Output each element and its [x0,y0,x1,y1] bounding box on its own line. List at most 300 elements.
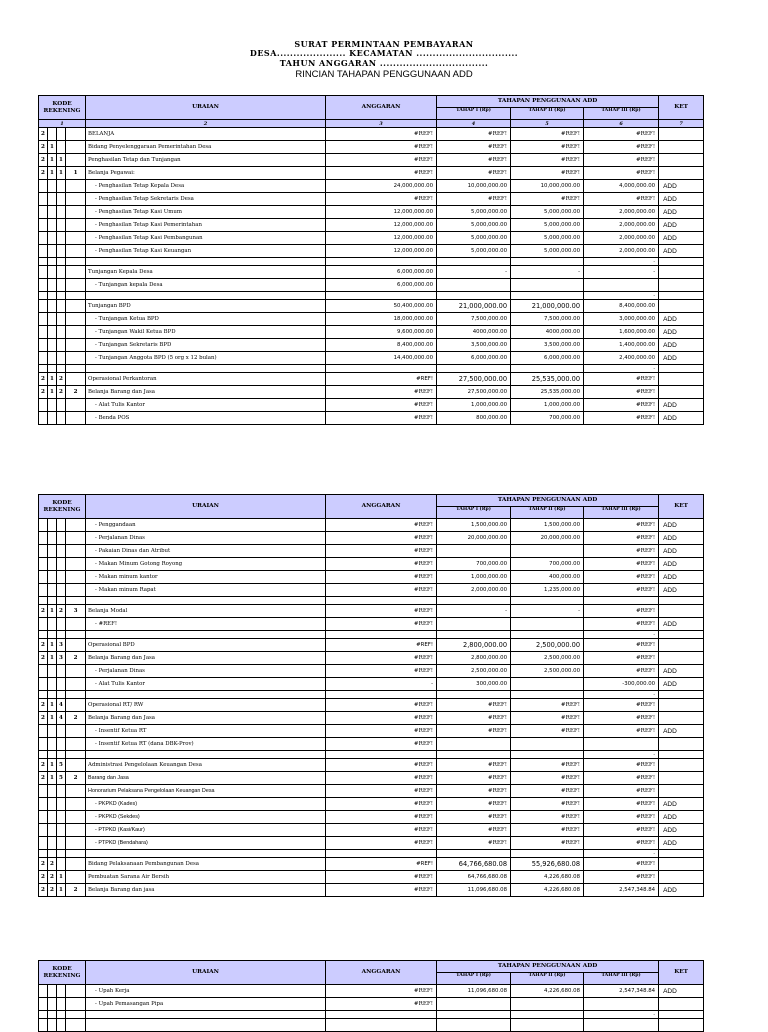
tahap-1-cell: 2,800,000.00 [437,652,511,665]
uraian-cell: - Tunjangan Ketua BPD [86,313,326,326]
uraian-cell: - Upah Pemasangan Pipa [86,998,326,1011]
kode-rekening-header: KODE REKENING [39,495,86,519]
tahap-1-cell: #REF! [437,837,511,850]
table-row [39,313,704,326]
kode-cell [66,871,86,884]
tahap-2-cell: 4,226,680.08 [511,884,584,897]
kode-cell: 1 [48,167,57,180]
tahap-3-cell: #REF! [584,759,659,772]
kode-cell [48,180,57,193]
kode-cell: 3 [57,639,66,652]
kode-cell [39,412,48,425]
kode-cell [39,266,48,279]
kode-cell: 2 [39,712,48,725]
uraian-cell: - Alat Tulis Kantor [86,399,326,412]
tahap-2-cell: #REF! [511,798,584,811]
kode-cell [66,639,86,652]
ket-cell [659,871,704,884]
anggaran-cell: 8,400,000.00 [326,339,437,352]
kode-cell [48,412,57,425]
table-row [39,725,704,738]
tahap-2-cell [511,998,584,1011]
ket-cell [659,712,704,725]
uraian-header: URAIAN [86,961,326,985]
anggaran-cell: #REF! [326,837,437,850]
spacer-row [39,597,704,605]
tahap-3-cell: 2,000,000.00 [584,219,659,232]
kode-cell: 2 [39,605,48,618]
ket-cell [659,858,704,871]
kode-cell [57,245,66,258]
uraian-cell: Barang dan Jasa [86,772,326,785]
ket-cell: ADD [659,824,704,837]
kode-cell [66,313,86,326]
kode-cell: 1 [57,154,66,167]
tahap-1-cell [437,1019,511,1032]
spacer-row [39,691,704,699]
kode-cell [66,154,86,167]
anggaran-cell: #REF! [326,785,437,798]
kode-cell [57,339,66,352]
tahap-1-cell: 27,500,000.00 [437,386,511,399]
uraian-cell: Belanja Barang dan Jasa [86,652,326,665]
kode-cell [66,373,86,386]
spacer-row [39,365,704,373]
document-subtitle: RINCIAN TAHAPAN PENGGUNAAN ADD [295,69,473,80]
column-number: 1 [39,120,86,128]
kode-cell [39,584,48,597]
kode-cell [39,558,48,571]
uraian-cell: - Penghasilan Tetap Kasi Pemerintahan [86,219,326,232]
anggaran-cell: #REF! [326,985,437,998]
tahap-1-cell: 1,000,000.00 [437,571,511,584]
tahap-1-cell: #REF! [437,141,511,154]
kode-cell [57,798,66,811]
kode-cell [48,519,57,532]
anggaran-cell: #REF! [326,618,437,631]
column-number: 7 [659,120,704,128]
table-header-row [39,495,704,507]
kode-cell [57,232,66,245]
kode-cell [66,519,86,532]
kode-cell [66,824,86,837]
kode-cell: 1 [57,884,66,897]
anggaran-cell: #REF! [326,605,437,618]
table-row [39,339,704,352]
tahap-2-cell: 20,000,000.00 [511,532,584,545]
table-row [39,639,704,652]
tahap-2-cell: 700,000.00 [511,412,584,425]
kode-cell [57,824,66,837]
kode-cell: 2 [48,871,57,884]
ket-cell [659,167,704,180]
tahapan-header: TAHAPAN PENGGUNAAN ADD [437,495,659,507]
ket-cell: ADD [659,678,704,691]
tahap-2-cell: 6,000,000.00 [511,352,584,365]
uraian-cell: - #REF! [86,618,326,631]
kode-cell [66,678,86,691]
tahap-2-cell: 4,226,680.08 [511,985,584,998]
tahap-2-cell: #REF! [511,193,584,206]
anggaran-header: ANGGARAN [326,961,437,985]
ket-cell: ADD [659,219,704,232]
uraian-cell: Belanja Pegawai: [86,167,326,180]
anggaran-cell: #REF! [326,128,437,141]
ket-cell: ADD [659,571,704,584]
kode-cell [66,699,86,712]
tahap-2-cell: #REF! [511,699,584,712]
budget-table [38,494,704,897]
tahap-1-cell: #REF! [437,154,511,167]
anggaran-cell: #REF! [326,811,437,824]
kode-cell [57,399,66,412]
uraian-cell: - Tunjangan kepala Desa [86,279,326,292]
ket-cell: ADD [659,558,704,571]
tahap-2-cell: #REF! [511,167,584,180]
table-row [39,605,704,618]
table-row [39,772,704,785]
kode-cell: 1 [48,759,57,772]
table-row [39,193,704,206]
ket-cell [659,699,704,712]
table-row [39,141,704,154]
kode-cell [57,180,66,193]
kode-cell [39,985,48,998]
uraian-header: URAIAN [86,96,326,120]
kode-cell [66,738,86,751]
tahap-1-cell: 20,000,000.00 [437,532,511,545]
tahap-3-cell: #REF! [584,858,659,871]
ket-cell: ADD [659,798,704,811]
kode-cell [39,532,48,545]
tahap-3-cell: #REF! [584,399,659,412]
kode-cell [39,279,48,292]
kode-cell [66,798,86,811]
anggaran-cell: #REF! [326,824,437,837]
tahap-1-cell: #REF! [437,699,511,712]
kode-cell [57,618,66,631]
spacer-row [39,631,704,639]
kode-cell: 2 [57,373,66,386]
uraian-cell: Pembuatan Sarana Air Bersih [86,871,326,884]
tahapan-header: TAHAPAN PENGGUNAAN ADD [437,961,659,973]
kode-cell [39,519,48,532]
table-row [39,798,704,811]
table-row [39,266,704,279]
kode-cell [57,545,66,558]
kode-cell [48,665,57,678]
anggaran-cell: #REF! [326,665,437,678]
uraian-cell: BELANJA [86,128,326,141]
table-row [39,558,704,571]
anggaran-cell: #REF! [326,871,437,884]
uraian-cell: Penghasilan Tetap dan Tunjangan [86,154,326,167]
anggaran-cell: 24,000,000.00 [326,180,437,193]
tahap-2-cell: 5,000,000.00 [511,245,584,258]
kode-cell: 2 [39,128,48,141]
kode-cell [66,300,86,313]
tahap-1-cell: 2,800,000.00 [437,639,511,652]
kode-cell [57,725,66,738]
table-row [39,352,704,365]
tahap-2-cell: 2,500,000.00 [511,639,584,652]
kode-cell [48,245,57,258]
ket-cell [659,373,704,386]
kode-cell [39,837,48,850]
table-row [39,386,704,399]
kode-cell: 2 [66,884,86,897]
ket-cell: ADD [659,412,704,425]
tahap-2-cell: 1,000,000.00 [511,399,584,412]
table-row [39,154,704,167]
anggaran-cell: #REF! [326,167,437,180]
tahap-2-cell: 4,226,680.08 [511,871,584,884]
kode-cell [48,738,57,751]
table-row [39,1019,704,1032]
table-row [39,180,704,193]
uraian-cell: Belanja Modal [86,605,326,618]
kode-cell [66,858,86,871]
kode-cell [48,532,57,545]
table-row [39,167,704,180]
tahap-1-cell: 5,000,000.00 [437,206,511,219]
ket-cell: ADD [659,519,704,532]
uraian-cell: Operasional BPD [86,639,326,652]
table-header-row [39,96,704,108]
kode-cell [48,326,57,339]
budget-table-section-2 [38,494,688,897]
letter-title: SURAT PERMINTAAN PEMBAYARAN [294,39,474,49]
desa-kecamatan-line: DESA..................... KECAMATAN ............................... [249,48,519,58]
kode-cell: 2 [39,141,48,154]
ket-cell [659,998,704,1011]
tahap-3-cell: #REF! [584,665,659,678]
kode-cell [39,618,48,631]
ket-cell: ADD [659,399,704,412]
kode-cell [39,339,48,352]
kode-cell [48,811,57,824]
budget-table-section-1 [38,95,688,425]
uraian-cell: - Makan minum Rapat [86,584,326,597]
table-row [39,699,704,712]
kode-cell: 2 [39,759,48,772]
column-number: 6 [584,120,659,128]
kode-cell [57,998,66,1011]
tahap-3-header: TAHAP III (Rp) [584,507,659,519]
anggaran-cell: #REF! [326,798,437,811]
ket-cell: ADD [659,232,704,245]
tahap-1-cell: #REF! [437,811,511,824]
tahap-1-cell: 300,000.00 [437,678,511,691]
table-header-row [39,961,704,973]
kode-cell [66,206,86,219]
kode-cell [48,339,57,352]
kode-cell [66,785,86,798]
uraian-cell: - Tunjangan Wakil Ketua BPD [86,326,326,339]
tahap-3-cell: #REF! [584,639,659,652]
kode-cell [57,665,66,678]
kode-cell [48,785,57,798]
anggaran-cell: #REF! [326,141,437,154]
kode-cell [57,352,66,365]
kode-cell [48,798,57,811]
ket-cell: ADD [659,811,704,824]
kode-cell [39,219,48,232]
ket-cell: ADD [659,532,704,545]
kode-cell [39,998,48,1011]
tahap-2-cell: 2,500,000.00 [511,652,584,665]
anggaran-cell: #REF! [326,858,437,871]
tahap-3-cell: 2,000,000.00 [584,245,659,258]
kode-cell [39,665,48,678]
ket-cell [659,738,704,751]
anggaran-cell: #REF! [326,884,437,897]
table-row [39,232,704,245]
tahap-1-cell: #REF! [437,759,511,772]
kode-cell [48,1019,57,1032]
kode-cell [39,300,48,313]
uraian-cell: - Penghasilan Tetap Kasi Umum [86,206,326,219]
table-row [39,712,704,725]
uraian-cell: - Perjalanan Dinas [86,532,326,545]
tahap-2-cell: 25,535,000.00 [511,386,584,399]
tahap-3-cell: -300,000.00 [584,678,659,691]
kode-cell: 1 [48,605,57,618]
tahap-1-cell: 64,766,680.08 [437,858,511,871]
kode-cell [57,678,66,691]
uraian-cell: Honorarium Pelaksana Pengelolaan Keuangan Desa [86,785,326,798]
uraian-cell: - Tunjangan Sekretaris BPD [86,339,326,352]
kode-cell [57,412,66,425]
tahap-2-cell: #REF! [511,712,584,725]
kode-cell [66,266,86,279]
spacer-row [39,850,704,858]
kode-cell: 2 [57,386,66,399]
kode-cell [48,998,57,1011]
kode-cell [66,558,86,571]
kode-cell [57,141,66,154]
tahap-3-cell: - [584,751,659,759]
anggaran-cell: #REF! [326,545,437,558]
ket-cell: ADD [659,618,704,631]
kode-cell: 1 [66,167,86,180]
kode-cell: 2 [39,884,48,897]
tahap-2-cell: 4000,000.00 [511,326,584,339]
anggaran-cell: #REF! [326,373,437,386]
tahap-3-cell [584,998,659,1011]
spacer-row [39,258,704,266]
tahap-1-cell: 11,096,680.08 [437,884,511,897]
anggaran-header: ANGGARAN [326,495,437,519]
tahap-3-cell: - [584,258,659,266]
kode-cell [48,352,57,365]
kode-cell: 1 [48,386,57,399]
kode-cell [66,532,86,545]
kode-cell [66,985,86,998]
kode-cell: 5 [57,759,66,772]
tahap-2-cell: #REF! [511,772,584,785]
kode-cell [57,519,66,532]
tahap-3-cell: - [584,631,659,639]
ket-cell: ADD [659,545,704,558]
kode-cell: 1 [48,699,57,712]
tahap-1-cell: #REF! [437,785,511,798]
table-row [39,519,704,532]
kode-cell [48,266,57,279]
table-row [39,545,704,558]
table-row [39,871,704,884]
kode-cell: 4 [57,712,66,725]
ket-cell: ADD [659,245,704,258]
tahap-2-cell: #REF! [511,837,584,850]
kode-cell: 1 [48,639,57,652]
kode-cell: 2 [66,386,86,399]
tahap-1-cell: - [437,266,511,279]
kode-cell: 2 [39,652,48,665]
kode-cell [57,558,66,571]
uraian-header: URAIAN [86,495,326,519]
tahap-1-cell: 2,500,000.00 [437,665,511,678]
tahap-3-cell: #REF! [584,785,659,798]
kode-cell: 1 [57,167,66,180]
kode-cell [48,678,57,691]
kode-cell [66,571,86,584]
tahap-1-cell: #REF! [437,167,511,180]
table-row [39,678,704,691]
kode-cell [66,279,86,292]
anggaran-cell: 6,000,000.00 [326,279,437,292]
kode-cell [48,300,57,313]
kode-cell: 2 [57,605,66,618]
ket-cell: ADD [659,339,704,352]
anggaran-cell: #REF! [326,652,437,665]
ket-cell [659,652,704,665]
anggaran-cell: #REF! [326,193,437,206]
tahap-1-header: TAHAP I (Rp) [437,108,511,120]
tahap-3-cell: - [584,292,659,300]
anggaran-cell [326,1019,437,1032]
ket-cell: ADD [659,985,704,998]
ket-cell [659,266,704,279]
tahap-3-cell: #REF! [584,871,659,884]
kode-cell: 1 [48,154,57,167]
kode-cell: 2 [39,167,48,180]
tahap-1-cell: 27,500,000.00 [437,373,511,386]
kode-cell [48,584,57,597]
kode-cell [57,128,66,141]
anggaran-cell: #REF! [326,519,437,532]
kode-cell [66,584,86,597]
anggaran-cell: 12,000,000.00 [326,245,437,258]
kode-cell [57,326,66,339]
tahap-3-cell: 4,000,000.00 [584,180,659,193]
anggaran-cell: #REF! [326,712,437,725]
kode-cell [48,558,57,571]
kode-cell [57,1019,66,1032]
tahap-2-cell: 5,000,000.00 [511,206,584,219]
uraian-cell: - Makan Minum Gotong Royong [86,558,326,571]
tahap-3-cell: #REF! [584,837,659,850]
kode-cell [66,998,86,1011]
kode-cell [57,300,66,313]
anggaran-cell: #REF! [326,412,437,425]
table-row [39,245,704,258]
tahap-2-cell [511,1019,584,1032]
ket-cell [659,605,704,618]
kode-cell [39,326,48,339]
tahap-3-cell: #REF! [584,725,659,738]
uraian-cell [86,1019,326,1032]
